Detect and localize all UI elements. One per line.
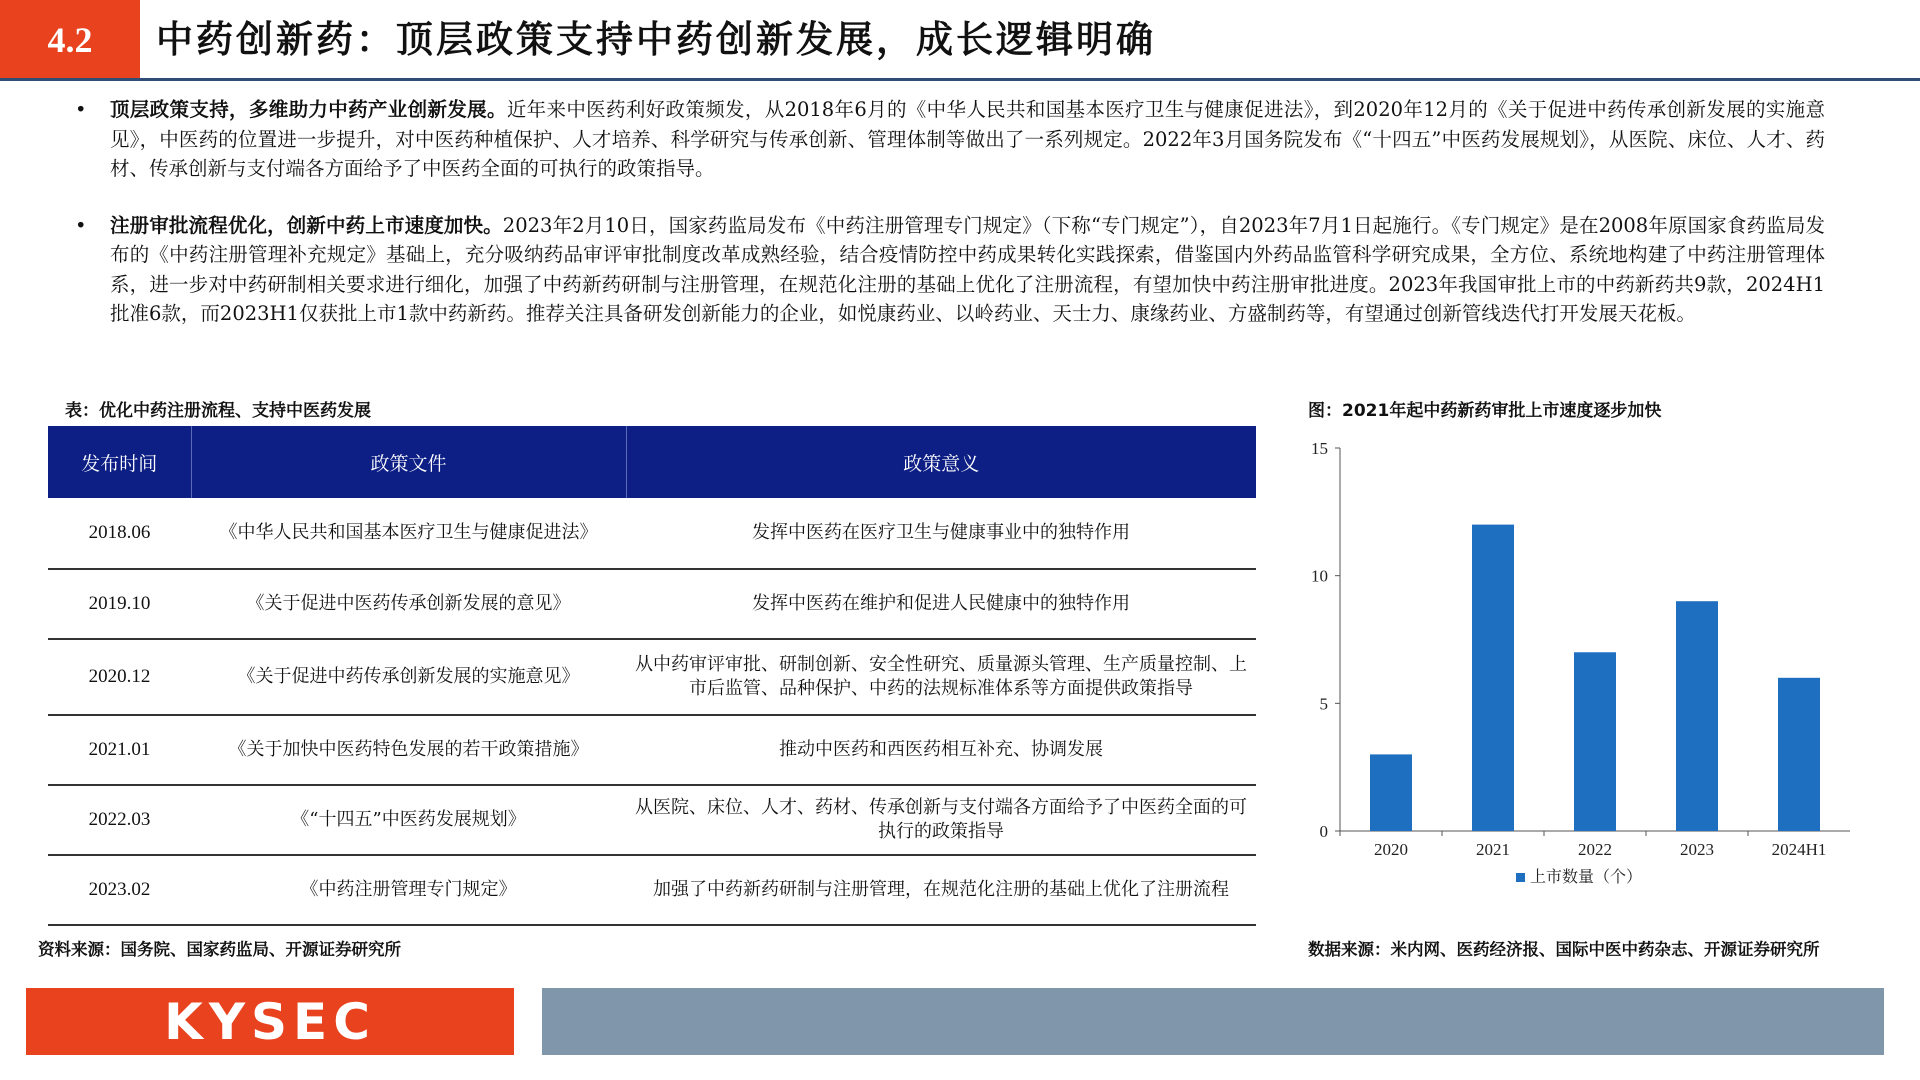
cell-date: 2020.12 xyxy=(48,639,191,715)
bullet-dot-icon: • xyxy=(75,213,87,237)
cell-date: 2021.01 xyxy=(48,715,191,785)
chart-caption: 图：2021年起中药新药审批上市速度逐步加快 xyxy=(1308,401,1662,421)
cell-date: 2022.03 xyxy=(48,785,191,855)
table-row xyxy=(48,715,1256,785)
cell-date: 2018.06 xyxy=(48,498,191,569)
table-source: 资料来源：国务院、国家药监局、开源证券研究所 xyxy=(38,940,401,959)
x-tick-label: 2024H1 xyxy=(1771,840,1827,859)
table-caption: 表：优化中药注册流程、支持中医药发展 xyxy=(65,401,371,421)
cell-significance: 加强了中药新药研制与注册管理，在规范化注册的基础上优化了注册流程 xyxy=(626,855,1256,925)
table-row xyxy=(48,785,1256,855)
kysec-logo: KYSEC xyxy=(26,988,514,1055)
bar-2024H1 xyxy=(1778,678,1820,831)
bullet-list xyxy=(75,95,1825,329)
legend-label: 上市数量（个） xyxy=(1530,867,1643,886)
column-header-date: 发布时间 xyxy=(48,426,191,498)
bullet-lead: 顶层政策支持，多维助力中药产业创新发展。 xyxy=(110,98,507,121)
cell-document: 《中华人民共和国基本医疗卫生与健康促进法》 xyxy=(191,498,626,569)
table-row xyxy=(48,569,1256,639)
bar-2021 xyxy=(1472,525,1514,831)
bar-2022 xyxy=(1574,652,1616,831)
bullet-item-policy-support xyxy=(75,95,1825,184)
x-tick-label: 2022 xyxy=(1578,840,1612,859)
table-header-row xyxy=(48,426,1256,498)
cell-document: 《中药注册管理专门规定》 xyxy=(191,855,626,925)
y-tick-label: 10 xyxy=(1311,566,1328,586)
cell-significance: 发挥中医药在维护和促进人民健康中的独特作用 xyxy=(626,569,1256,639)
column-header-significance: 政策意义 xyxy=(626,426,1256,498)
cell-significance: 从医院、床位、人才、药材、传承创新与支付端各方面给予了中医药全面的可执行的政策指导 xyxy=(626,785,1256,855)
policy-table xyxy=(48,426,1256,926)
cell-date: 2023.02 xyxy=(48,855,191,925)
page-header xyxy=(0,0,1920,80)
y-tick-label: 15 xyxy=(1311,439,1328,458)
x-tick-label: 2020 xyxy=(1374,840,1408,859)
cell-document: 《关于促进中医药传承创新发展的意见》 xyxy=(191,569,626,639)
cell-significance: 发挥中医药在医疗卫生与健康事业中的独特作用 xyxy=(626,498,1256,569)
table-row xyxy=(48,639,1256,715)
bullet-lead: 注册审批流程优化，创新中药上市速度加快。 xyxy=(110,213,503,237)
cell-document: 《关于加快中医药特色发展的若干政策措施》 xyxy=(191,715,626,785)
bar-chart xyxy=(1290,436,1870,906)
y-tick-label: 0 xyxy=(1319,822,1328,841)
cell-document: 《“十四五”中医药发展规划》 xyxy=(191,785,626,855)
header-divider xyxy=(0,78,1920,81)
bar-2020 xyxy=(1370,754,1412,831)
bullet-text: 近年来中医药利好政策频发，从2018年6月的《中华人民共和国基本医疗卫生与健康促进法》，到2020年12月的《关于促进中药传承创新发展的实施意见》，中医药的位置进一步提升，对中医药种植保护、人才培养、科学研究与传承创新、管理体制等做出了一系列规定。2022年3月国务院发布《“十四五”中医药发展规划》，从医院、床位、人才、药材、传承创新与支付端各方面给予了中医药全面的可执行的政策指导。 xyxy=(110,98,1825,180)
cell-significance: 从中药审评审批、研制创新、安全性研究、质量源头管理、生产质量控制、上市后监管、品种保护、中药的法规标准体系等方面提供政策指导 xyxy=(626,639,1256,715)
bullet-dot-icon: • xyxy=(75,98,87,121)
bar-2023 xyxy=(1676,601,1718,831)
page-title: 中药创新药：顶层政策支持中药创新发展，成长逻辑明确 xyxy=(156,18,1156,61)
chart-source: 数据来源：米内网、医药经济报、国际中医中药杂志、开源证券研究所 xyxy=(1308,940,1820,959)
x-tick-label: 2021 xyxy=(1476,840,1510,859)
legend-swatch xyxy=(1516,873,1525,882)
column-header-document: 政策文件 xyxy=(191,426,626,498)
section-number: 4.2 xyxy=(0,0,140,80)
table-row xyxy=(48,498,1256,569)
footer-bar xyxy=(542,988,1884,1055)
bullet-text: 2023年2月10日，国家药监局发布《中药注册管理专门规定》（下称“专门规定”），自2023年7月1日起施行。《专门规定》是在2008年原国家食药监局发布的《中药注册管理补充规定》基础上，充分吸纳药品审评审批制度改革成熟经验，结合疫情防控中药成果转化实践探索，借鉴国内外药品监管科学研究成果，全方位、系统地构建了中药注册管理体系，进一步对中药研制相关要求进行细化，加强了中药新药研制与注册管理，在规范化注册的基础上优化了注册流程，有望加快中药注册审批进度。2023年我国审批上市的中药新药共9款，2024H1批准6款，而2023H1仅获批上市1款中药新药。推荐关注具备研发创新能力的企业，如悦康药业、以岭药业、天士力、康缘药业、方盛制药等，有望通过创新管线迭代打开发展天花板。 xyxy=(110,213,1825,325)
y-tick-label: 5 xyxy=(1319,694,1328,714)
x-tick-label: 2023 xyxy=(1680,840,1714,859)
table-row xyxy=(48,855,1256,925)
cell-significance: 推动中医药和西医药相互补充、协调发展 xyxy=(626,715,1256,785)
cell-date: 2019.10 xyxy=(48,569,191,639)
bullet-item-registration xyxy=(75,211,1825,329)
cell-document: 《关于促进中药传承创新发展的实施意见》 xyxy=(191,639,626,715)
